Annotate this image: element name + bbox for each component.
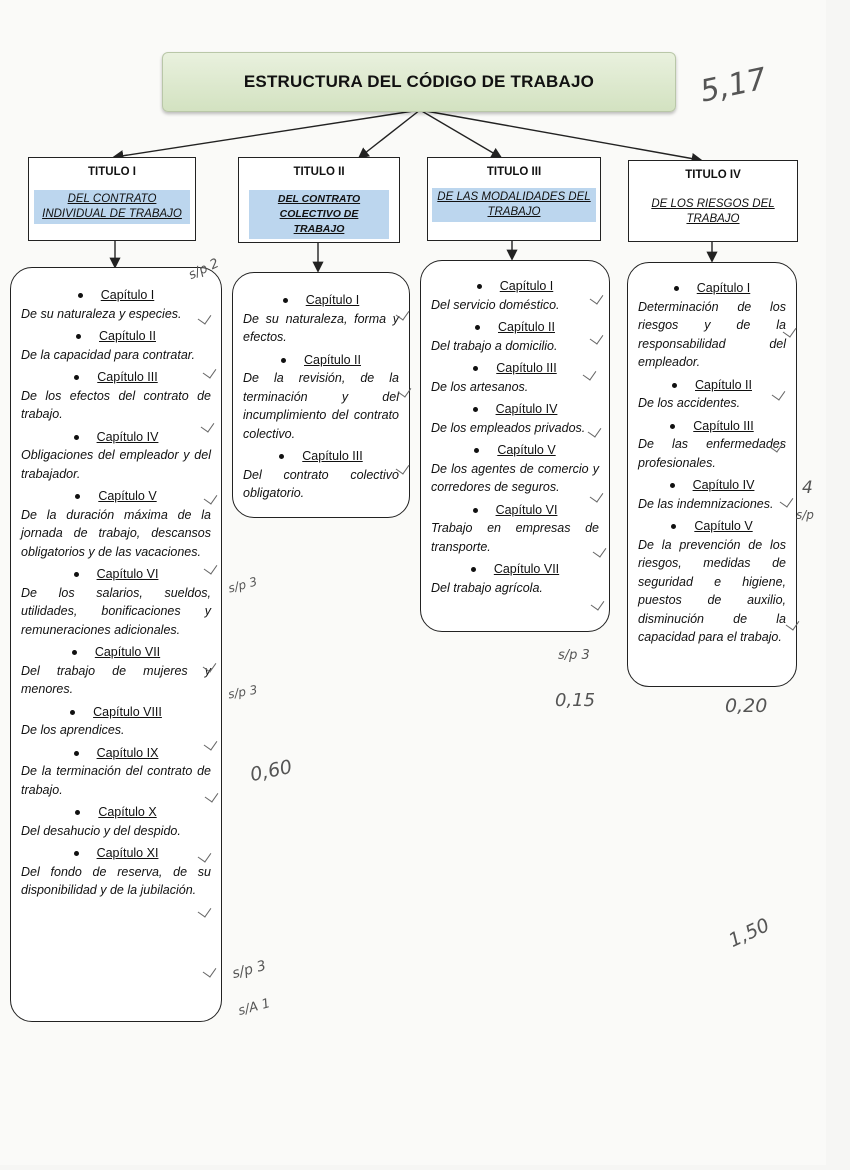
chapter-heading bbox=[243, 351, 399, 370]
chapter-name: Capítulo III bbox=[302, 449, 363, 463]
chapter-description: De la revisión, de la terminación y del incumplimiento del contrato colectivo. bbox=[243, 371, 399, 441]
chapter-heading bbox=[21, 703, 211, 722]
chapter-description: Del desahucio y del despido. bbox=[21, 823, 181, 838]
chapter-description: Del fondo de reserva, de su disponibilidad y de la jubilación. bbox=[21, 864, 211, 897]
handwritten-four: 4 bbox=[802, 478, 813, 498]
chapter-heading bbox=[21, 327, 211, 346]
chapter-name: Capítulo II bbox=[304, 352, 361, 367]
chapter-name: Capítulo V bbox=[694, 519, 753, 533]
bullet-icon bbox=[76, 334, 81, 339]
titulo-4-chapters bbox=[627, 262, 797, 687]
titulo-2-name: DEL CONTRATO COLECTIVO DE TRABAJO bbox=[249, 190, 389, 239]
chapter-name: Capítulo X bbox=[98, 805, 157, 819]
handwritten-sp-4: s/p bbox=[796, 508, 814, 522]
chapter-description: De los aprendices. bbox=[21, 723, 125, 737]
chapter-heading bbox=[243, 447, 399, 466]
handwritten-sp-2: s/p 2 bbox=[186, 255, 222, 284]
handwritten-score-1: 0,60 bbox=[248, 755, 295, 787]
handwritten-sa-1: s/A 1 bbox=[236, 996, 272, 1019]
chapter-heading bbox=[21, 286, 211, 305]
chapter-description: De los agentes de comercio y corredores de seguros. bbox=[431, 461, 599, 494]
chapter-heading bbox=[638, 417, 786, 436]
titulo-3-chapters bbox=[420, 260, 610, 632]
handwritten-extra-score: 1,50 bbox=[725, 914, 773, 952]
chapter-heading bbox=[21, 428, 211, 447]
chapter-heading bbox=[638, 517, 786, 536]
chapter-description: Determinación de los riesgos y de la responsabilidad del empleador. bbox=[638, 299, 786, 369]
titulo-1-name: DEL CONTRATO INDIVIDUAL DE TRABAJO bbox=[34, 190, 190, 224]
chapter-name: Capítulo IV bbox=[495, 402, 558, 416]
chapter-heading bbox=[431, 400, 599, 419]
bullet-icon bbox=[74, 851, 79, 856]
chapter-description: De las enfermedades profesionales. bbox=[638, 437, 786, 470]
chapter-name: Capítulo I bbox=[100, 288, 155, 302]
bullet-icon bbox=[74, 751, 79, 756]
chapter-heading bbox=[21, 643, 211, 662]
bullet-icon bbox=[70, 710, 75, 715]
bullet-icon bbox=[473, 508, 478, 513]
bullet-icon bbox=[670, 483, 675, 488]
handwritten-score-3: 0,15 bbox=[555, 690, 596, 711]
chapter-name: Capítulo III bbox=[97, 370, 158, 384]
bullet-icon bbox=[283, 298, 288, 303]
chapter-name: Capítulo VIII bbox=[93, 704, 162, 719]
titulo-1-chapters bbox=[10, 267, 222, 1022]
chapter-name: Capítulo VII bbox=[493, 562, 560, 576]
chapter-name: Capítulo I bbox=[499, 279, 554, 293]
page-title: ESTRUCTURA DEL CÓDIGO DE TRABAJO bbox=[162, 52, 676, 112]
titulo-3-name: DE LAS MODALIDADES DEL TRABAJO bbox=[432, 188, 596, 222]
chapter-description: De la duración máxima de la jornada de trabajo, descansos obligatorios y de las vacaciones. bbox=[21, 507, 211, 559]
chapter-name: Capítulo VI bbox=[495, 502, 558, 517]
arrow-to-titulo-1 bbox=[115, 110, 420, 157]
bullet-icon bbox=[474, 448, 479, 453]
chapter-heading bbox=[431, 359, 599, 378]
chapter-description: Del trabajo de mujeres y menores. bbox=[21, 663, 211, 696]
bullet-icon bbox=[475, 325, 480, 330]
bullet-icon bbox=[74, 375, 79, 380]
handwritten-sp-3-a: s/p 3 bbox=[226, 574, 259, 596]
titulo-3-header bbox=[427, 157, 601, 241]
chapter-description: Trabajo en empresas de transporte. bbox=[431, 521, 599, 554]
bullet-icon bbox=[671, 524, 676, 529]
chapter-name: Capítulo II bbox=[695, 377, 752, 392]
titulo-4-name: DE LOS RIESGOS DEL TRABAJO bbox=[651, 198, 775, 225]
bullet-icon bbox=[471, 567, 476, 572]
chapter-heading bbox=[21, 803, 211, 822]
titulo-2-header bbox=[238, 157, 400, 243]
chapter-heading bbox=[243, 291, 399, 310]
handwritten-score-4: 0,20 bbox=[725, 695, 768, 717]
titulo-4-label: TITULO IV bbox=[685, 169, 741, 181]
chapter-name: Capítulo V bbox=[98, 489, 157, 503]
chapter-description: Del servicio doméstico. bbox=[431, 297, 560, 312]
chapter-description: De los empleados privados. bbox=[431, 420, 586, 435]
chapter-heading bbox=[21, 368, 211, 387]
bullet-icon bbox=[78, 293, 83, 298]
chapter-description: De la capacidad para contratar. bbox=[21, 347, 195, 362]
handwritten-sp-3-c: s/p 3 bbox=[558, 648, 590, 663]
chapter-description: De la prevención de los riesgos, medidas de seguridad e higiene, puestos de auxilio, disminución de la capacidad para el trabajo. bbox=[638, 537, 786, 644]
chapter-description: De los artesanos. bbox=[431, 379, 529, 394]
chapter-heading bbox=[638, 476, 786, 495]
chapter-description: Del trabajo agrícola. bbox=[431, 580, 543, 595]
bullet-icon bbox=[281, 358, 286, 363]
chapter-heading bbox=[431, 318, 599, 337]
bullet-icon bbox=[279, 454, 284, 459]
chapter-description: De la terminación del contrato de trabajo. bbox=[21, 764, 211, 797]
handwritten-total: 5,17 bbox=[697, 61, 770, 110]
bullet-icon bbox=[72, 650, 77, 655]
bullet-icon bbox=[74, 435, 79, 440]
bullet-icon bbox=[74, 572, 79, 577]
bullet-icon bbox=[674, 286, 679, 291]
chapter-description: De su naturaleza, forma y efectos. bbox=[243, 311, 399, 344]
chapter-heading bbox=[638, 279, 786, 298]
arrow-to-titulo-2 bbox=[360, 110, 420, 157]
chapter-name: Capítulo I bbox=[305, 293, 360, 307]
chapter-name: Capítulo III bbox=[693, 418, 754, 433]
titulo-2-label: TITULO II bbox=[293, 166, 345, 178]
bullet-icon bbox=[473, 366, 478, 371]
chapter-heading bbox=[431, 277, 599, 296]
chapter-name: Capítulo VII bbox=[94, 645, 161, 659]
chapter-description: Del trabajo a domicilio. bbox=[431, 338, 558, 353]
handwritten-sp-3-d: s/p 3 bbox=[230, 957, 268, 983]
titulo-2-chapters bbox=[232, 272, 410, 518]
chapter-name: Capítulo XI bbox=[96, 846, 159, 860]
titulo-1-header bbox=[28, 157, 196, 241]
chapter-name: Capítulo II bbox=[498, 320, 555, 334]
chapter-name: Capítulo V bbox=[497, 443, 556, 457]
bullet-icon bbox=[75, 810, 80, 815]
bullet-icon bbox=[670, 424, 675, 429]
bullet-icon bbox=[473, 407, 478, 412]
chapter-heading bbox=[431, 501, 599, 520]
chapter-description: Obligaciones del empleador y del trabajador. bbox=[21, 448, 211, 481]
chapter-description: Del contrato colectivo obligatorio. bbox=[243, 467, 399, 500]
chapter-name: Capítulo I bbox=[696, 281, 751, 295]
chapter-description: De los efectos del contrato de trabajo. bbox=[21, 388, 211, 421]
chapter-name: Capítulo II bbox=[99, 329, 156, 343]
chapter-name: Capítulo VI bbox=[96, 567, 159, 581]
chapter-description: De los salarios, sueldos, utilidades, bonificaciones y remuneraciones adicionales. bbox=[21, 585, 211, 637]
titulo-1-label: TITULO I bbox=[88, 166, 136, 178]
bullet-icon bbox=[477, 284, 482, 289]
chapter-name: Capítulo IV bbox=[692, 478, 755, 492]
bullet-icon bbox=[75, 494, 80, 499]
chapter-heading bbox=[21, 487, 211, 506]
chapter-name: Capítulo IV bbox=[96, 429, 159, 444]
chapter-heading bbox=[638, 376, 786, 395]
chapter-heading bbox=[21, 844, 211, 863]
chapter-heading bbox=[431, 560, 599, 579]
chapter-heading bbox=[21, 744, 211, 763]
chapter-name: Capítulo IX bbox=[96, 745, 159, 760]
chapter-description: De los accidentes. bbox=[638, 396, 741, 410]
chapter-heading bbox=[21, 565, 211, 584]
handwritten-sp-3-b: s/p 3 bbox=[227, 682, 259, 702]
chapter-heading bbox=[431, 441, 599, 460]
titulo-3-label: TITULO III bbox=[486, 166, 542, 178]
chapter-description: De su naturaleza y especies. bbox=[21, 306, 182, 321]
chapter-description: De las indemnizaciones. bbox=[638, 496, 774, 511]
titulo-4-header bbox=[628, 160, 798, 242]
bullet-icon bbox=[672, 383, 677, 388]
chapter-name: Capítulo III bbox=[496, 361, 557, 375]
